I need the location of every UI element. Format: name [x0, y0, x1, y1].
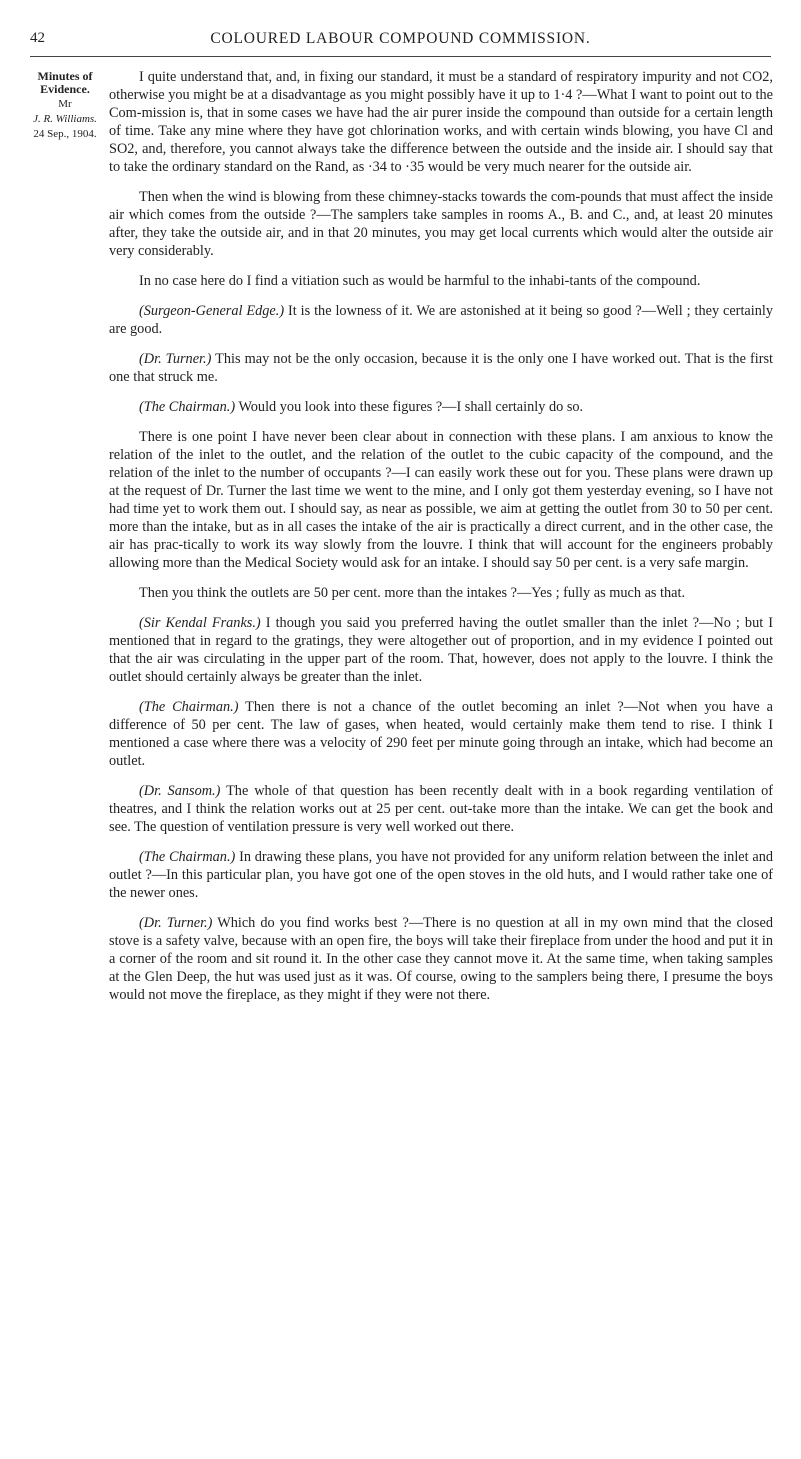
paragraph: [109, 302, 773, 338]
paragraph: [109, 68, 773, 176]
paragraph: [109, 428, 773, 572]
paragraph: [109, 398, 773, 416]
speaker: (Dr. Turner.): [139, 915, 213, 931]
paragraph-text: Would you look into these figures ?—I shall certainly do so.: [238, 399, 584, 415]
paragraph-text: This may not be the only occasion, because it is the only one I have worked out. That is the first one that struck me.: [109, 351, 773, 385]
speaker: (The Chairman.): [139, 849, 236, 865]
speaker: (Dr. Sansom.): [139, 783, 221, 799]
paragraph-text: The whole of that question has been recently dealt with in a book regarding ventilation of theatres, and I think the relation works out at 25 per cent. out-take more than the intake. We can get the book and see. The question of ventilation pressure is very well worked out there.: [109, 783, 774, 835]
paragraph: [109, 848, 773, 902]
paragraph: [109, 188, 773, 260]
margin-heading: Minutes of Evidence.: [37, 69, 93, 96]
paragraph: [109, 614, 773, 686]
paragraph: [109, 698, 773, 770]
paragraph-text: In drawing these plans, you have not provided for any uniform relation between the inlet and outlet ?—In this particular plan, you have got one of the open stoves in the old huts, and I would rather take one of the newer ones.: [109, 849, 774, 901]
speaker: (Dr. Turner.): [139, 351, 212, 367]
speaker: (The Chairman.): [139, 699, 239, 715]
witness-name: J. R. Williams.: [33, 113, 97, 125]
paragraph-text: I quite understand that, and, in fixing our standard, it must be a standard of respiratory impurity and not CO2, otherwise you might be at a disadvantage as you might possibly have it up to 1·4 ?—What I want to point out to the Com-mission is, that in some cases we have had the air purer inside the compound than outside for a certain length of time. Take any mine where they have got chlorination works, and with certain winds blowing, you have Cl and SO2, and, therefore, you cannot always take the difference between the outside and the inside air. I should say that to take the ordinary standard on the Rand, as ·34 to ·35 would be very much nearer for the outside air.: [109, 69, 773, 175]
paragraph: [109, 350, 773, 386]
body-text: [109, 68, 773, 1016]
paragraph: [109, 914, 773, 1004]
running-title: COLOURED LABOUR COMPOUND COMMISSION.: [210, 30, 591, 47]
paragraph-text: Then there is not a chance of the outlet becoming an inlet ?—Not when you have a difference of 50 per cent. The law of gases, when heated, would certainly make them tend to rise. I think I mentioned a case where there was a velocity of 290 feet per minute going through an intake, which had become an outlet.: [109, 699, 773, 769]
margin-note: [26, 70, 104, 141]
header-rule: [30, 56, 771, 57]
speaker: (Sir Kendal Franks.): [139, 615, 261, 631]
evidence-date: 24 Sep., 1904.: [33, 128, 97, 140]
paragraph-text: Then you think the outlets are 50 per cent. more than the intakes ?—Yes ; fully as much as that.: [139, 585, 686, 601]
paragraph-text: There is one point I have never been clear about in connection with these plans. I am anxious to know the relation of the inlet to the outlet, and the relation of the outlet to the cubic capacity of the compound, and the relation of the inlet to the number of occupants ?—I can easily work these out for you. These plans were drawn up at the request of Dr. Turner the last time we went to the mine, and I only got them yesterday evening, so I have not had time yet to work them out. I should say, as near as possible, we aim at getting the outlet from 30 to 50 per cent. more than the intake, but as in all cases the intake of the air is practically a direct current, and in the other case, the air has prac-tically to work its way slowly from the louvre. I think that will account for the engineers probably allowing more than the Medical Society would ask for an intake. I should say 50 per cent. is a very safe margin.: [109, 429, 773, 571]
speaker: (Surgeon-General Edge.): [139, 303, 285, 319]
paragraph-text: In no case here do I find a vitiation such as would be harmful to the inhabi-tants of the compound.: [139, 273, 701, 289]
page-number: 42: [30, 30, 45, 46]
paragraph: [109, 782, 773, 836]
page-header: [30, 30, 771, 52]
paragraph-text: Which do you find works best ?—There is no question at all in my own mind that the closed stove is a safety valve, because with an open fire, the boys will take their fireplace from under the hood and put it in a corner of the room and sit round it. In the other case they cannot move it. At the same time, when taking samples at the Glen Deep, the hut was used just as it was. Of course, owing to the samplers being there, I presume the boys would not move the fireplace, as they might if they were not there.: [109, 915, 773, 1003]
speaker: (The Chairman.): [139, 399, 236, 415]
paragraph: [109, 272, 773, 290]
paragraph: [109, 584, 773, 602]
paragraph-text: It is the lowness of it. We are astonished at it being so good ?—Well ; they certainly are good.: [109, 303, 773, 337]
paragraph-text: I though you said you preferred having the outlet smaller than the inlet ?—No ; but I mentioned that in regard to the gratings, they were altogether out of proportion, and in my evidence I pointed out that the air was circulating in the upper part of the room. That, however, does not apply to the louvre. I think the outlet should certainly always be greater than the inlet.: [109, 615, 774, 685]
paragraph-text: Then when the wind is blowing from these chimney-stacks towards the com-pounds that must affect the inside air which comes from the outside ?—The samplers take samples in rooms A., B. and C., and, at least 20 minutes after, they take the outside air, and in that 20 minutes, you may get local currents which would alter the outside air very considerably.: [109, 189, 773, 259]
margin-title: Mr: [58, 98, 72, 110]
